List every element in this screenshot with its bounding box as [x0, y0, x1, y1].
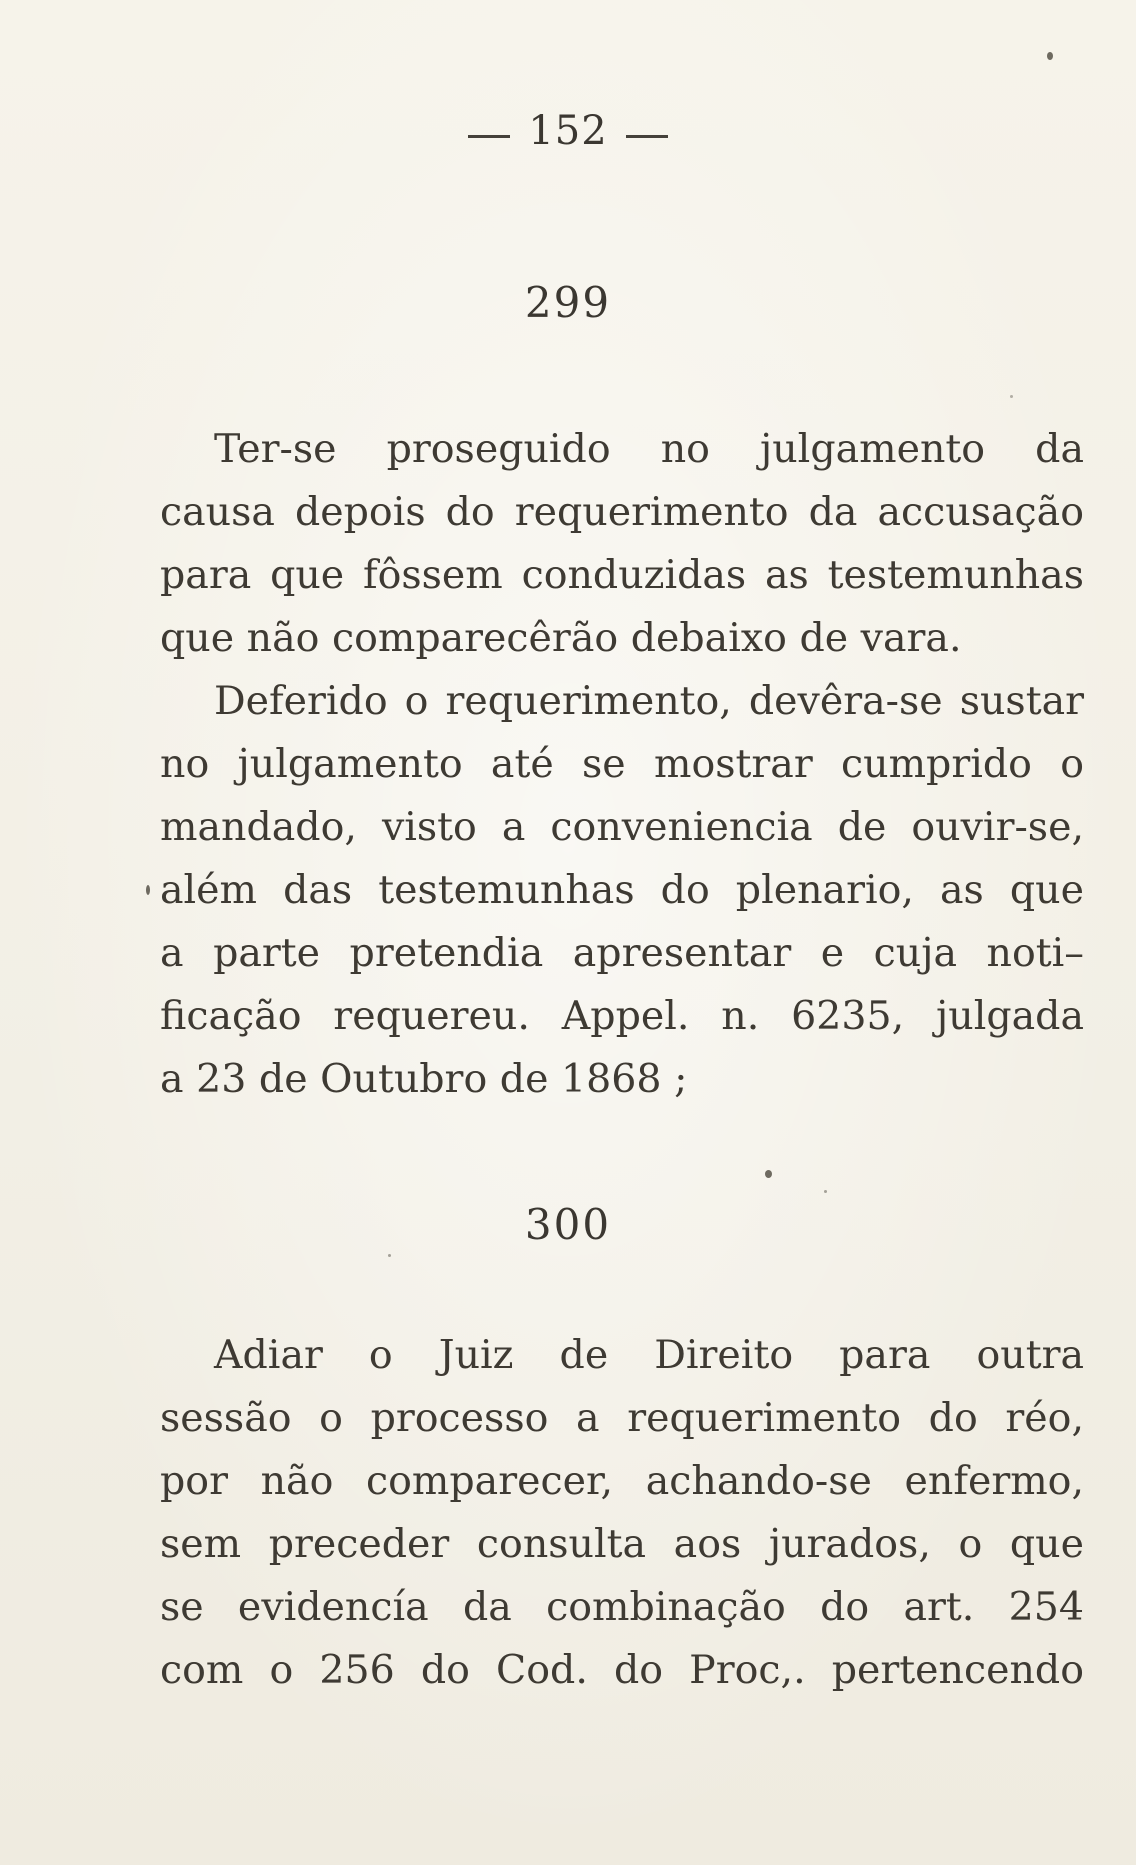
text-line: se evidencía da combinação do art. 254: [160, 1584, 1084, 1630]
print-speck: [388, 1254, 391, 1257]
text-line: Ter-se proseguido no julgamento da: [214, 426, 1084, 472]
entry-300-text: [160, 1324, 1084, 1702]
text-line: que não comparecêrão debaixo de vara.: [160, 615, 962, 661]
text-line: sessão o processo a requerimento do réo,: [160, 1395, 1084, 1441]
page-number: 152: [528, 108, 608, 154]
header-dash-left: [468, 135, 510, 138]
print-speck: [824, 1190, 827, 1193]
page-header: [0, 108, 1136, 154]
text-line: causa depois do requerimento da accusação: [160, 489, 1084, 535]
text-line: por não comparecer, achando-se enfermo,: [160, 1458, 1084, 1504]
print-speck: [1010, 395, 1013, 398]
text-line: no julgamento até se mostrar cumprido o: [160, 741, 1084, 787]
text-line: com o 256 do Cod. do Proc,. pertencendo: [160, 1647, 1084, 1693]
print-speck: [1047, 52, 1053, 60]
print-speck: [146, 885, 150, 895]
text-line: sem preceder consulta aos jurados, o que: [160, 1521, 1084, 1567]
text-line: mandado, visto a conveniencia de ouvir-se,: [160, 804, 1084, 850]
text-line: para que fôssem conduzidas as testemunhas: [160, 552, 1084, 598]
text-line: a parte pretendia apresentar e cuja noti–: [160, 930, 1084, 976]
text-line: a 23 de Outubro de 1868 ;: [160, 1056, 688, 1102]
entry-number-300: 300: [524, 1200, 612, 1249]
text-line: Deferido o requerimento, devêra-se sustar: [214, 678, 1084, 724]
text-line: além das testemunhas do plenario, as que: [160, 867, 1084, 913]
text-line: Adiar o Juiz de Direito para outra: [214, 1332, 1084, 1378]
entry-299-text: [160, 418, 1084, 1111]
print-speck: [765, 1170, 772, 1178]
entry-number-299: 299: [524, 278, 612, 327]
header-dash-right: [626, 135, 668, 138]
text-line: ficação requereu. Appel. n. 6235, julgada: [160, 993, 1084, 1039]
